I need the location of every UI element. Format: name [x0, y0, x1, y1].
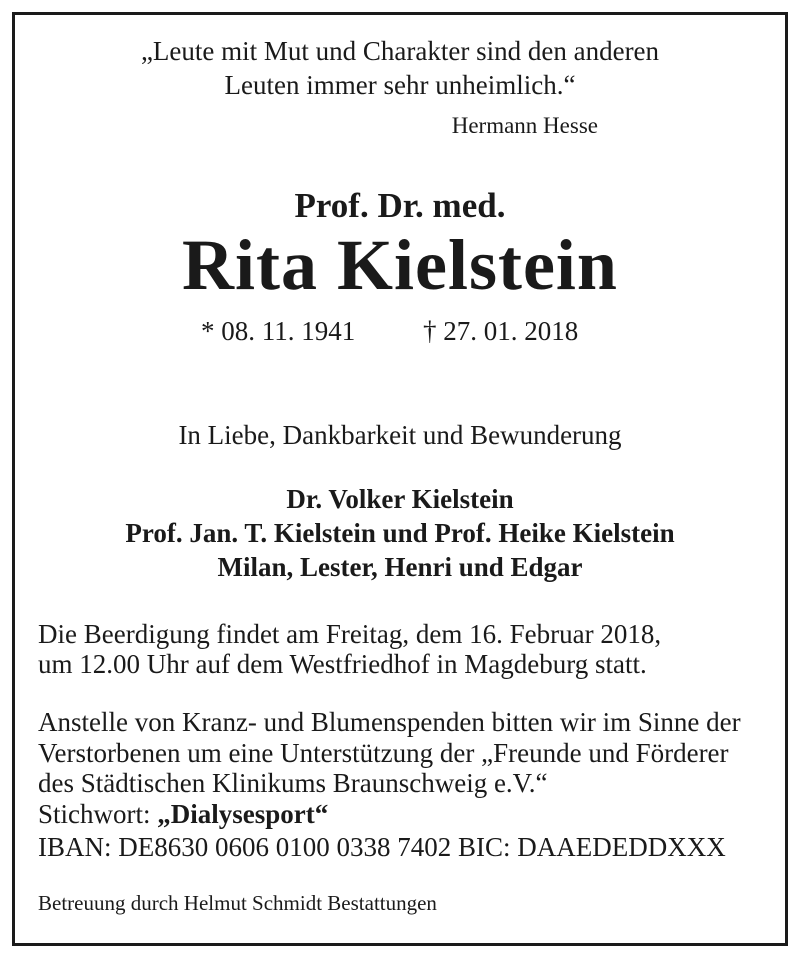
donation-line-2: Verstorbenen um eine Unterstützung der „Freunde und Förderer [38, 738, 729, 768]
academic-title: Prof. Dr. med. [294, 186, 506, 225]
quote-author: Hermann Hesse [451, 113, 598, 138]
donation-keyword-line [38, 799, 328, 830]
mourner-line: Milan, Lester, Henri und Edgar [217, 552, 583, 582]
death-date: † 27. 01. 2018 [423, 316, 579, 346]
donation-keyword: „Dialysesport“ [157, 799, 329, 829]
donation-line-1: Anstelle von Kranz- und Blumenspenden bitten wir im Sinne der [38, 707, 741, 737]
quote-line-1: „Leute mit Mut und Charakter sind den anderen [140, 36, 660, 66]
donation-line-3: des Städtischen Klinikums Braunschweig e.V.“ [38, 768, 548, 798]
dedication: In Liebe, Dankbarkeit und Bewunderung [178, 420, 622, 450]
mourner-line: Dr. Volker Kielstein [286, 484, 514, 514]
quote-line-2: Leuten immer sehr unheimlich.“ [224, 70, 576, 100]
bank-details: IBAN: DE8630 0606 0100 0338 7402 BIC: DAAEDEDDXXX [38, 832, 726, 862]
keyword-label: Stichwort: [38, 799, 158, 829]
undertaker-credit: Betreuung durch Helmut Schmidt Bestattungen [38, 891, 437, 915]
funeral-info-line-1: Die Beerdigung findet am Freitag, dem 16. Februar 2018, [38, 619, 662, 649]
mourner-line: Prof. Jan. T. Kielstein und Prof. Heike Kielstein [125, 518, 675, 548]
funeral-info-line-2: um 12.00 Uhr auf dem Westfriedhof in Magdeburg statt. [38, 649, 647, 679]
deceased-name: Rita Kielstein [182, 225, 618, 305]
birth-date: * 08. 11. 1941 [201, 316, 356, 346]
